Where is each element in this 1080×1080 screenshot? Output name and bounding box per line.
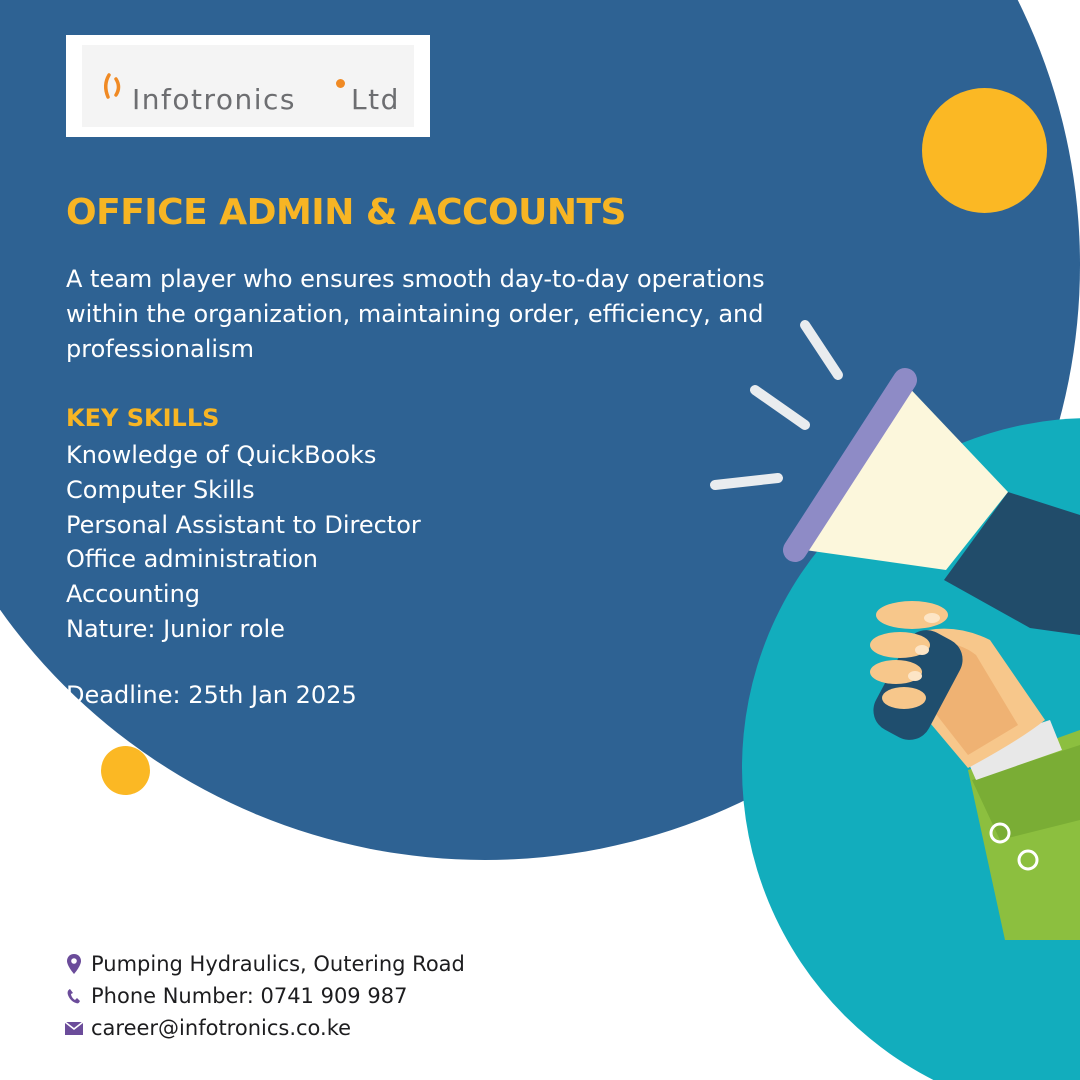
job-description: A team player who ensures smooth day-to-day operations within the organization, maintaining order, efficiency, and professionalism xyxy=(66,265,765,363)
skills-heading: KEY SKILLS xyxy=(66,404,220,432)
logo-swoosh-icon xyxy=(101,69,129,109)
contact-info xyxy=(63,948,465,1044)
logo-dot xyxy=(336,79,345,88)
phone-text[interactable]: Phone Number: 0741 909 987 xyxy=(91,984,408,1008)
skills-list xyxy=(66,438,421,647)
logo-suffix: Ltd xyxy=(351,83,400,116)
megaphone-body xyxy=(795,378,1080,635)
envelope-icon xyxy=(63,1017,85,1039)
small-yellow-circle-decoration xyxy=(101,746,150,795)
skill-item: Nature: Junior role xyxy=(66,614,285,643)
skill-item: Accounting xyxy=(66,580,201,609)
skill-item: Computer Skills xyxy=(66,475,255,504)
email-link[interactable]: career@infotronics.co.ke xyxy=(91,1016,352,1040)
logo-wordmark: Infotronics xyxy=(132,83,297,116)
address-row xyxy=(63,948,465,980)
address-text: Pumping Hydraulics, Outering Road xyxy=(91,952,465,976)
sound-line-icon xyxy=(715,478,778,485)
company-logo xyxy=(66,35,430,137)
skill-item: Personal Assistant to Director xyxy=(66,510,421,539)
phone-row xyxy=(63,980,465,1012)
yellow-circle-decoration xyxy=(922,88,1047,213)
application-deadline: Deadline: 25th Jan 2025 xyxy=(66,681,357,709)
skill-item: Knowledge of QuickBooks xyxy=(66,441,377,469)
email-row xyxy=(63,1012,465,1044)
skill-item: Office administration xyxy=(66,545,319,574)
phone-icon xyxy=(63,985,85,1007)
location-pin-icon xyxy=(63,953,85,975)
job-title: OFFICE ADMIN & ACCOUNTS xyxy=(66,192,626,233)
sound-line-icon xyxy=(755,390,805,425)
sound-line-icon xyxy=(805,325,838,375)
megaphone-hand-illustration xyxy=(700,300,1080,940)
